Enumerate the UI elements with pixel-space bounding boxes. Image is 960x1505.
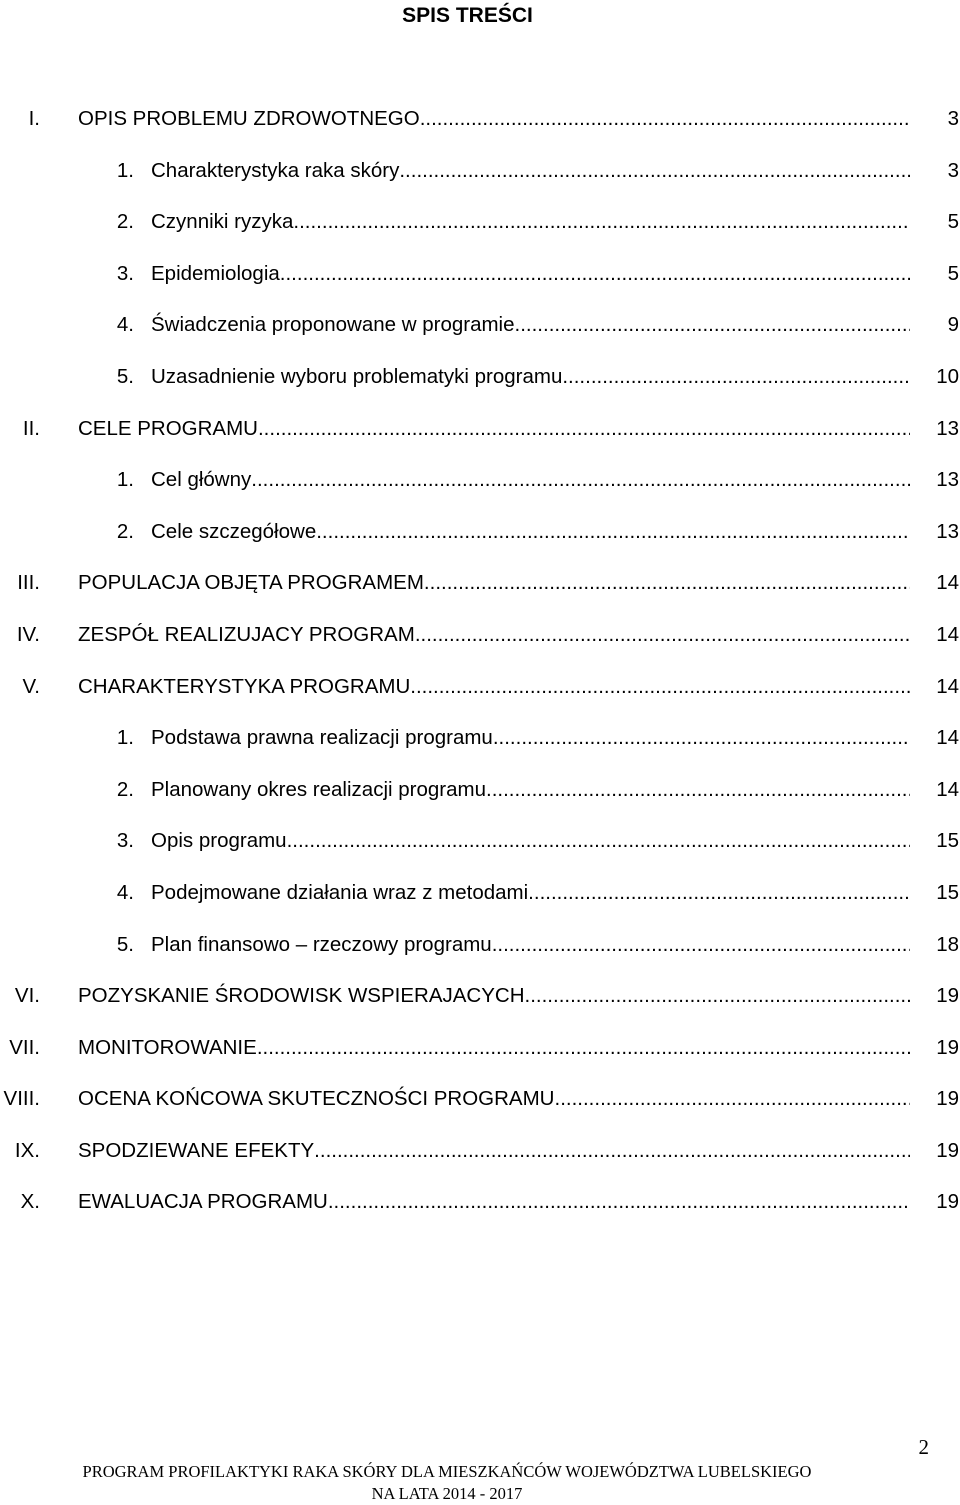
toc-entry-label: ZESPÓŁ REALIZUJACY PROGRAM [78, 622, 415, 646]
toc-entry-main [78, 1085, 910, 1113]
toc-entry-page: 18 [936, 932, 959, 956]
footer-line-2: NA LATA 2014 - 2017 [371, 1484, 523, 1503]
toc-entry-number: VIII. [3, 1087, 40, 1111]
toc-entry-page: 14 [936, 622, 959, 646]
toc-entry-main [151, 363, 910, 391]
toc-entry-number: 3. [116, 829, 134, 853]
toc-entry-number: 2. [116, 519, 134, 543]
footer [0, 1461, 894, 1505]
toc-entry-number: 1. [116, 158, 134, 182]
toc-entry-page: 14 [936, 777, 959, 801]
toc-entry-main [78, 673, 910, 701]
toc-dot-leader [525, 982, 910, 1010]
toc-entry[interactable] [0, 724, 960, 776]
toc-entry-label: Planowany okres realizacji programu [151, 777, 486, 801]
toc-entry-number: I. [28, 107, 40, 130]
toc-entry[interactable] [0, 776, 960, 828]
table-of-contents [0, 105, 960, 1240]
toc-entry-page: 19 [936, 1138, 959, 1162]
toc-entry-main [151, 879, 910, 907]
toc-entry-page: 13 [936, 416, 959, 440]
toc-entry[interactable] [0, 1085, 960, 1137]
toc-entry-main [78, 569, 910, 597]
toc-dot-leader [528, 879, 910, 907]
toc-entry-main [151, 931, 910, 959]
toc-entry-number: II. [22, 416, 40, 440]
toc-entry-page: 15 [936, 880, 959, 904]
toc-dot-leader [493, 724, 910, 752]
toc-entry[interactable] [0, 1137, 960, 1189]
toc-dot-leader [258, 415, 910, 443]
toc-entry[interactable] [0, 621, 960, 673]
toc-entry[interactable] [0, 1034, 960, 1086]
toc-entry-number: 1. [116, 726, 134, 750]
toc-entry-page: 14 [936, 726, 959, 750]
toc-entry-page: 3 [947, 107, 959, 130]
toc-entry-main [151, 724, 910, 752]
toc-entry[interactable] [0, 311, 960, 363]
toc-entry-number: IX. [14, 1138, 40, 1162]
toc-entry-label: Uzasadnienie wyboru problematyki programu [151, 364, 563, 388]
toc-entry-label: CHARAKTERYSTYKA PROGRAMU [78, 674, 411, 698]
toc-entry-main [78, 1188, 910, 1216]
toc-dot-leader [316, 518, 910, 546]
toc-entry-number: V. [22, 674, 40, 698]
toc-entry-page: 13 [936, 519, 959, 543]
toc-dot-leader [251, 466, 910, 494]
page-number: 2 [918, 1435, 929, 1459]
toc-entry-label: Cel główny [151, 468, 252, 492]
toc-dot-leader [328, 1188, 910, 1216]
toc-entry-label: CELE PROGRAMU [78, 416, 258, 440]
toc-entry-main [151, 311, 910, 339]
toc-entry-main [78, 621, 910, 649]
toc-entry[interactable] [0, 363, 960, 415]
toc-entry[interactable] [0, 518, 960, 570]
toc-entry-label: Charakterystyka raka skóry [151, 158, 400, 182]
toc-entry[interactable] [0, 1188, 960, 1240]
toc-entry-number: VII. [9, 1035, 40, 1059]
toc-entry-page: 19 [936, 1190, 959, 1214]
toc-entry-label: Świadczenia proponowane w programie [151, 313, 515, 337]
toc-entry-label: Cele szczegółowe [151, 519, 317, 543]
toc-dot-leader [492, 931, 910, 959]
toc-dot-leader [399, 157, 910, 185]
toc-dot-leader [562, 363, 910, 391]
toc-entry-page: 5 [947, 261, 959, 285]
toc-entry[interactable] [0, 415, 960, 467]
toc-entry-page: 10 [936, 364, 959, 388]
toc-dot-leader [314, 1137, 910, 1165]
toc-entry[interactable] [0, 982, 960, 1034]
toc-entry-label: Czynniki ryzyka [151, 210, 294, 234]
toc-entry[interactable] [0, 673, 960, 725]
toc-entry[interactable] [0, 157, 960, 209]
toc-entry-number: 2. [116, 777, 134, 801]
toc-entry-label: EWALUACJA PROGRAMU [78, 1190, 328, 1214]
toc-entry[interactable] [0, 208, 960, 260]
toc-dot-leader [424, 569, 910, 597]
toc-entry-label: Epidemiologia [151, 261, 280, 285]
toc-entry-page: 5 [947, 210, 959, 234]
toc-entry-main [151, 260, 910, 288]
toc-entry[interactable] [0, 466, 960, 518]
toc-entry[interactable] [0, 931, 960, 983]
toc-entry-page: 15 [936, 829, 959, 853]
toc-entry-page: 9 [947, 313, 959, 337]
toc-dot-leader [287, 827, 910, 855]
toc-dot-leader [415, 621, 910, 649]
toc-entry-label: Opis programu [151, 829, 287, 853]
toc-dot-leader [486, 776, 910, 804]
toc-entry-number: VI. [14, 984, 40, 1008]
toc-entry-main [151, 157, 910, 185]
toc-entry-main [78, 105, 910, 133]
toc-entry-main [78, 982, 910, 1010]
toc-entry-number: 2. [116, 210, 134, 234]
toc-entry[interactable] [0, 569, 960, 621]
toc-dot-leader [555, 1085, 911, 1113]
toc-dot-leader [515, 311, 910, 339]
toc-dot-leader [293, 208, 910, 236]
toc-entry-number: 3. [116, 261, 134, 285]
toc-entry-label: Podejmowane działania wraz z metodami [151, 880, 529, 904]
toc-dot-leader [410, 673, 910, 701]
toc-entry-main [151, 518, 910, 546]
toc-entry-page: 14 [936, 674, 959, 698]
toc-entry-number: III. [17, 571, 40, 595]
toc-entry[interactable] [0, 827, 960, 879]
toc-entry-page: 13 [936, 468, 959, 492]
toc-entry-main [78, 1137, 910, 1165]
toc-entry-label: OPIS PROBLEMU ZDROWOTNEGO [78, 107, 420, 130]
toc-entry-label: OCENA KOŃCOWA SKUTECZNOŚCI PROGRAMU [78, 1087, 555, 1111]
toc-dot-leader [280, 260, 910, 288]
toc-entry-number: IV. [16, 622, 40, 646]
toc-entry-number: 5. [116, 364, 134, 388]
toc-entry-number: 4. [116, 880, 134, 904]
toc-entry-number: 5. [116, 932, 134, 956]
toc-entry[interactable] [0, 879, 960, 931]
toc-entry-number: X. [20, 1190, 40, 1214]
toc-entry-page: 19 [936, 984, 959, 1008]
toc-entry-label: POPULACJA OBJĘTA PROGRAMEM [78, 571, 424, 595]
toc-entry-label: SPODZIEWANE EFEKTY [78, 1138, 315, 1162]
toc-entry[interactable] [0, 260, 960, 312]
toc-entry[interactable] [0, 105, 960, 157]
toc-entry-number: 4. [116, 313, 134, 337]
footer-line-1: PROGRAM PROFILAKTYKI RAKA SKÓRY DLA MIESZKAŃCÓW WOJEWÓDZTWA LUBELSKIEGO [82, 1462, 812, 1481]
toc-entry-label: MONITOROWANIE [78, 1035, 257, 1059]
toc-entry-main [151, 827, 910, 855]
toc-entry-main [151, 208, 910, 236]
toc-entry-label: Plan finansowo – rzeczowy programu [151, 932, 492, 956]
toc-entry-number: 1. [116, 468, 134, 492]
page-title: SPIS TREŚCI [402, 4, 533, 27]
toc-entry-page: 14 [936, 571, 959, 595]
toc-entry-label: Podstawa prawna realizacji programu [151, 726, 493, 750]
toc-entry-main [151, 466, 910, 494]
toc-entry-label: POZYSKANIE ŚRODOWISK WSPIERAJACYCH [78, 984, 525, 1008]
toc-entry-page: 19 [936, 1087, 959, 1111]
toc-dot-leader [420, 105, 910, 133]
toc-entry-main [151, 776, 910, 804]
toc-entry-page: 19 [936, 1035, 959, 1059]
toc-entry-page: 3 [947, 158, 959, 182]
toc-entry-main [78, 1034, 910, 1062]
toc-entry-main [78, 415, 910, 443]
toc-dot-leader [257, 1034, 910, 1062]
